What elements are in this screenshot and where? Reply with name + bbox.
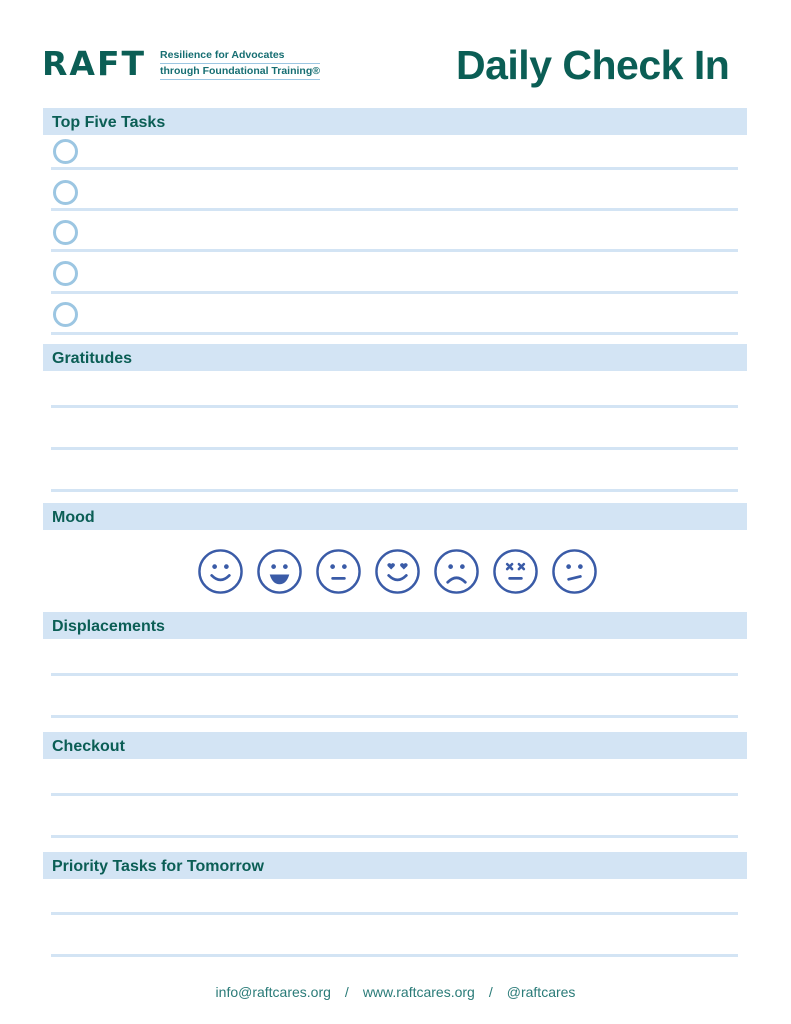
section-mood xyxy=(43,503,747,530)
gratitude-line-3[interactable] xyxy=(51,489,738,492)
section-title: Displacements xyxy=(52,618,165,635)
checkout-line-2[interactable] xyxy=(51,835,738,838)
gratitude-line-2[interactable] xyxy=(51,447,738,450)
footer-handle[interactable]: @raftcares xyxy=(506,984,576,1000)
checkout-line-1[interactable] xyxy=(51,793,738,796)
page-title: Daily Check In xyxy=(456,42,730,88)
task-checkbox-5[interactable] xyxy=(53,302,78,327)
section-gratitudes xyxy=(43,344,747,371)
section-title: Gratitudes xyxy=(52,350,133,367)
tagline-line-2: through Foundational Training® xyxy=(160,64,320,80)
footer xyxy=(0,984,791,1000)
priority-line-2[interactable] xyxy=(51,954,738,957)
mood-heart-eyes-icon[interactable] xyxy=(374,548,421,595)
footer-separator: / xyxy=(488,984,493,1000)
mood-selector xyxy=(197,548,598,595)
section-title: Mood xyxy=(52,509,95,526)
displacement-line-2[interactable] xyxy=(51,715,738,718)
section-title: Checkout xyxy=(52,738,125,755)
mood-smile-icon[interactable] xyxy=(197,548,244,595)
section-displacements xyxy=(43,612,747,639)
task-line-4[interactable] xyxy=(51,291,738,294)
footer-website[interactable]: www.raftcares.org xyxy=(362,984,475,1000)
logo-tagline xyxy=(160,48,320,80)
task-line-1[interactable] xyxy=(51,167,738,170)
task-line-2[interactable] xyxy=(51,208,738,211)
section-checkout xyxy=(43,732,747,759)
mood-sad-icon[interactable] xyxy=(433,548,480,595)
task-checkbox-3[interactable] xyxy=(53,220,78,245)
section-top-five-tasks xyxy=(43,108,747,135)
mood-big-grin-icon[interactable] xyxy=(256,548,303,595)
section-title: Priority Tasks for Tomorrow xyxy=(52,858,264,875)
priority-line-1[interactable] xyxy=(51,912,738,915)
section-title: Top Five Tasks xyxy=(52,114,166,131)
footer-email[interactable]: info@raftcares.org xyxy=(215,984,331,1000)
displacement-line-1[interactable] xyxy=(51,673,738,676)
task-checkbox-4[interactable] xyxy=(53,261,78,286)
tagline-line-1: Resilience for Advocates xyxy=(160,48,320,64)
footer-separator: / xyxy=(344,984,349,1000)
task-checkbox-2[interactable] xyxy=(53,180,78,205)
task-line-5[interactable] xyxy=(51,332,738,335)
gratitude-line-1[interactable] xyxy=(51,405,738,408)
raft-logo xyxy=(42,44,320,83)
task-line-3[interactable] xyxy=(51,249,738,252)
task-checkbox-1[interactable] xyxy=(53,139,78,164)
mood-dizzy-icon[interactable] xyxy=(492,548,539,595)
mood-skeptical-icon[interactable] xyxy=(551,548,598,595)
section-priority-tasks xyxy=(43,852,747,879)
mood-neutral-icon[interactable] xyxy=(315,548,362,595)
logo-mark: RAFT xyxy=(42,44,147,83)
